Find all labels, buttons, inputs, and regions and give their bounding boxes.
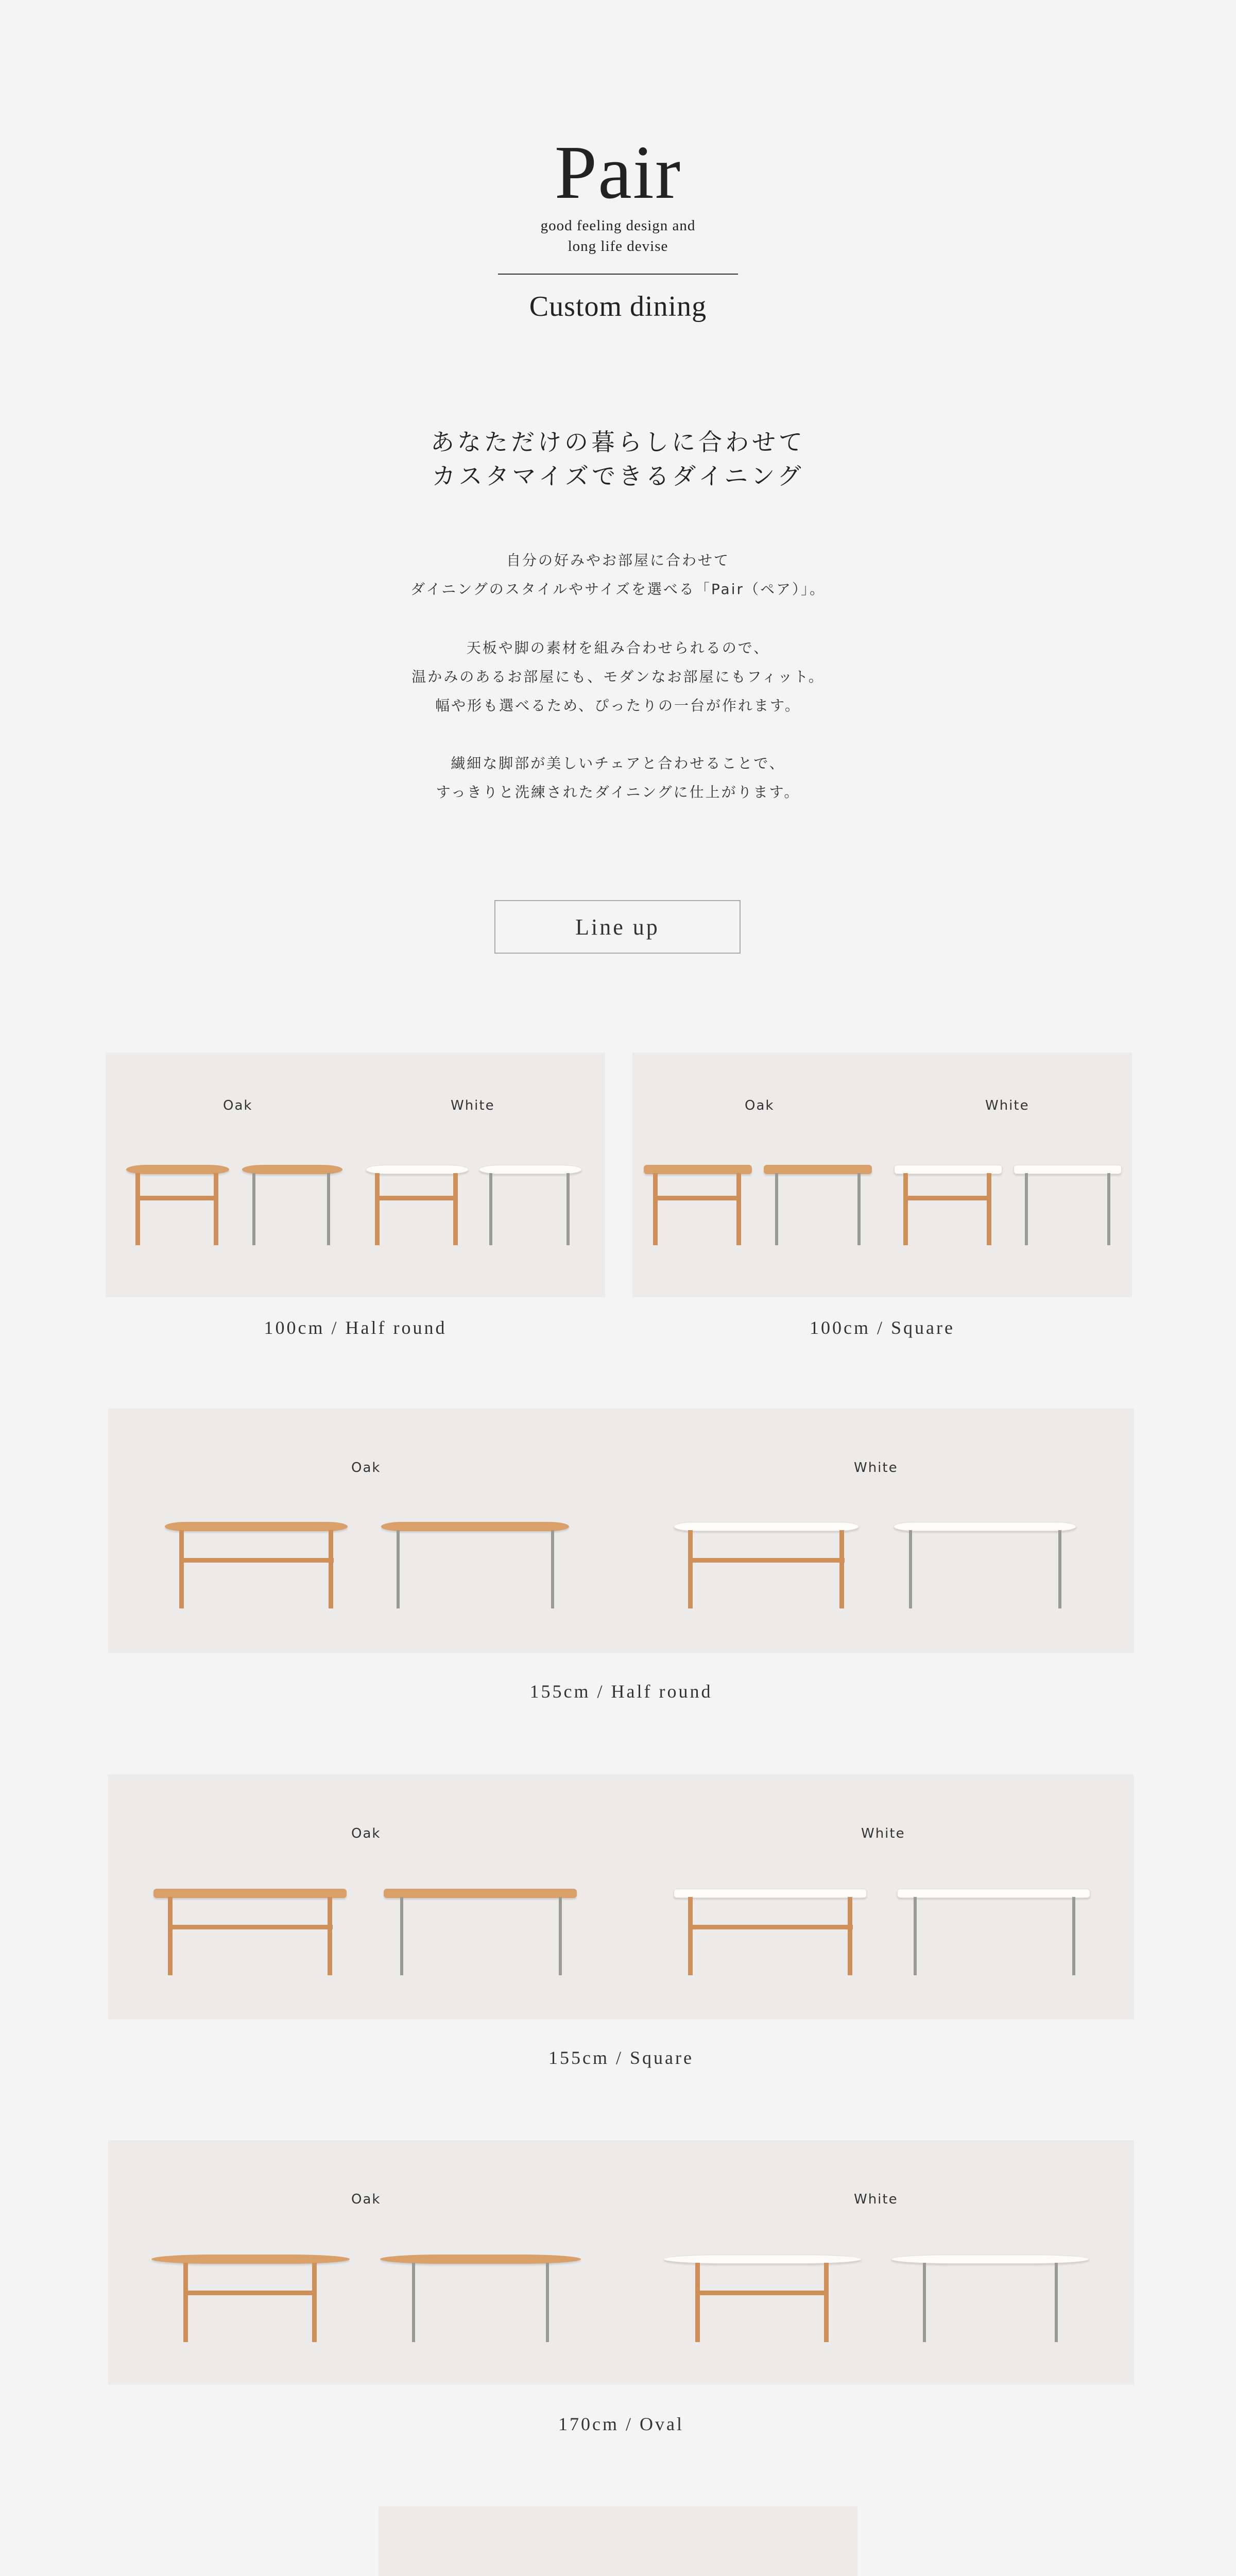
catch-line-1: あなただけの暮らしに合わせて (431, 428, 805, 456)
product-image-170-oval[interactable] (108, 2140, 1134, 2385)
table-oak-oak (644, 1165, 752, 1247)
lineup-button[interactable]: Line up (494, 900, 741, 954)
table-oak-steel (380, 2255, 581, 2343)
intro-paragraph-1 (0, 546, 1236, 604)
oak-label: Oak (223, 1098, 253, 1113)
white-label: White (985, 1098, 1029, 1113)
table-white-oak (674, 1522, 859, 1609)
white-label: White (854, 1460, 898, 1476)
intro-line: すっきりと洗練されたダイニングに仕上がります。 (436, 784, 800, 801)
product-caption[interactable]: 100cm / Half round (264, 1317, 447, 1338)
tagline-line-1: good feeling design and (540, 217, 696, 234)
intro-line: 繊細な脚部が美しいチェアと合わせることで、 (451, 755, 785, 772)
table-white-steel (891, 2255, 1089, 2343)
table-oak-oak (153, 1889, 347, 1976)
catch-line-2: カスタマイズできるダイニング (432, 462, 804, 490)
table-oak-steel (381, 1522, 569, 1609)
table-white-oak (674, 1889, 867, 1976)
page-subtitle: Custom dining (529, 291, 707, 323)
oak-label: Oak (351, 1826, 381, 1841)
product-caption[interactable]: 155cm / Square (548, 2047, 694, 2068)
table-oak-steel (384, 1889, 577, 1976)
product-image-100-half-round[interactable] (106, 1053, 605, 1297)
product-caption[interactable]: 170cm / Oval (558, 2414, 684, 2434)
product-image-100-square[interactable] (632, 1053, 1132, 1297)
table-white-oak (894, 1165, 1002, 1247)
tagline (0, 215, 1236, 257)
product-image-chair[interactable] (379, 2506, 857, 2576)
intro-line: 天板や脚の素材を組み合わせられるので、 (466, 639, 770, 656)
tagline-line-2: long life devise (568, 238, 668, 255)
table-oak-steel (242, 1165, 342, 1247)
product-caption[interactable]: 100cm / Square (810, 1317, 955, 1338)
oak-label: Oak (745, 1098, 775, 1113)
white-label: White (854, 2192, 898, 2207)
table-white-steel (479, 1165, 582, 1247)
intro-paragraph-2 (0, 634, 1236, 720)
table-oak-oak (126, 1165, 229, 1247)
table-oak-oak (151, 2255, 350, 2343)
product-image-155-square[interactable] (108, 1774, 1134, 2019)
brand-logo: Pair (554, 130, 682, 215)
table-oak-oak (165, 1522, 348, 1609)
intro-line: 幅や形も選べるため、ぴったりの一台が作れます。 (435, 697, 801, 714)
white-label: White (451, 1098, 495, 1113)
intro-paragraph-3 (0, 749, 1236, 807)
header-divider (498, 274, 738, 275)
intro-line: 自分の好みやお部屋に合わせて (506, 552, 730, 569)
intro-line: ダイニングのスタイルやサイズを選べる「Pair（ペア）」。 (410, 581, 826, 598)
table-white-oak (663, 2255, 862, 2343)
table-oak-steel (764, 1165, 872, 1247)
table-white-oak (366, 1165, 469, 1247)
table-white-steel (894, 1522, 1076, 1609)
product-caption[interactable]: 155cm / Half round (529, 1681, 713, 1702)
intro-line: 温かみのあるお部屋にも、モダンなお部屋にもフィット。 (411, 668, 825, 685)
oak-label: Oak (351, 1460, 381, 1476)
product-image-155-half-round[interactable] (108, 1409, 1134, 1653)
white-label: White (861, 1826, 905, 1841)
oak-label: Oak (351, 2192, 381, 2207)
table-white-steel (897, 1889, 1090, 1976)
table-white-steel (1014, 1165, 1122, 1247)
catch-copy (0, 425, 1236, 493)
chair-illustration (379, 2506, 857, 2576)
